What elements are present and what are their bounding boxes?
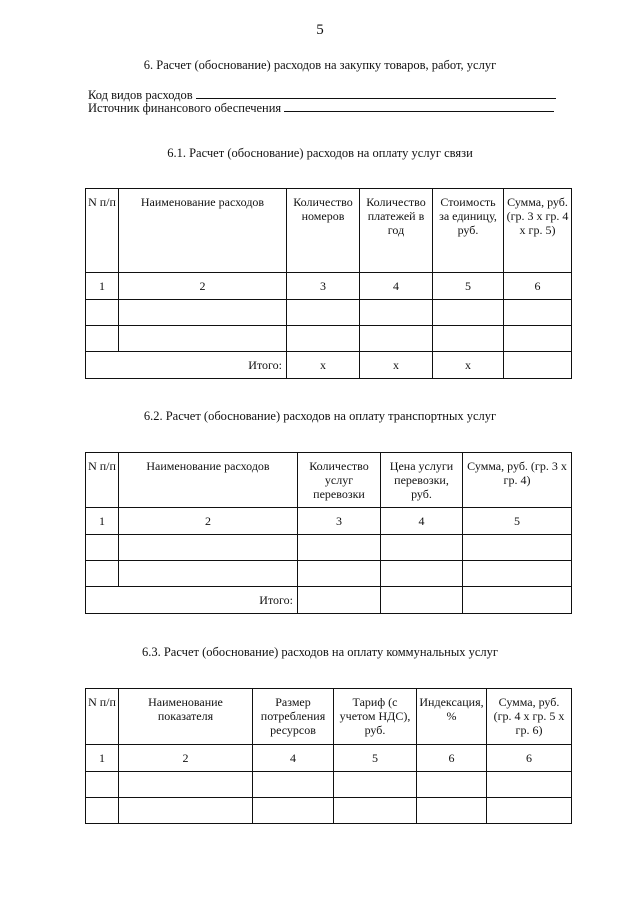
table-6-3-header-row <box>86 689 572 745</box>
table-6-2-total-row <box>86 587 572 614</box>
header-cell: Наименование показателя <box>119 689 253 745</box>
column-number: 1 <box>86 508 119 535</box>
column-number: 3 <box>298 508 381 535</box>
table-6-1-column-numbers-row <box>86 273 572 300</box>
column-number: 3 <box>287 273 360 300</box>
table-6-2-column-numbers-row <box>86 508 572 535</box>
column-number: 4 <box>381 508 463 535</box>
column-number: 5 <box>334 745 417 772</box>
column-number: 6 <box>504 273 572 300</box>
table-6-3-column-numbers-row <box>86 745 572 772</box>
table-6-3-title: 6.3. Расчет (обоснование) расходов на оплату коммунальных услуг <box>141 645 499 659</box>
header-cell: N п/п <box>86 189 119 273</box>
header-cell: Сумма, руб. (гр. 4 x гр. 5 x гр. 6) <box>487 689 572 745</box>
column-number: 6 <box>487 745 572 772</box>
total-mark: x <box>360 352 433 379</box>
column-number: 2 <box>119 745 253 772</box>
table-row <box>86 326 572 352</box>
total-label: Итого: <box>86 352 287 379</box>
table-row <box>86 300 572 326</box>
header-cell: Сумма, руб. (гр. 3 x гр. 4) <box>463 453 572 508</box>
column-number: 2 <box>119 273 287 300</box>
column-number: 1 <box>86 745 119 772</box>
total-mark: x <box>287 352 360 379</box>
funding-source-line <box>284 100 554 112</box>
column-number: 5 <box>433 273 504 300</box>
section-6-title: 6. Расчет (обоснование) расходов на закупку товаров, работ, услуг <box>143 58 497 72</box>
funding-source-field <box>88 100 554 116</box>
column-number: 1 <box>86 273 119 300</box>
header-cell: Тариф (с учетом НДС), руб. <box>334 689 417 745</box>
header-cell: Количество услуг перевозки <box>298 453 381 508</box>
expense-code-label: Код видов расходов <box>88 88 193 102</box>
header-cell: Сумма, руб. (гр. 3 x гр. 4 x гр. 5) <box>504 189 572 273</box>
header-cell: Количество номеров <box>287 189 360 273</box>
table-row <box>86 798 572 824</box>
column-number: 4 <box>253 745 334 772</box>
table-6-1-title: 6.1. Расчет (обоснование) расходов на оплату услуг связи <box>167 146 473 160</box>
total-mark: x <box>433 352 504 379</box>
expense-code-line <box>196 87 556 99</box>
header-cell: Количество платежей в год <box>360 189 433 273</box>
table-row <box>86 772 572 798</box>
table-6-2 <box>85 452 572 614</box>
page-number: 5 <box>316 22 324 38</box>
total-label: Итого: <box>86 587 298 614</box>
table-row <box>86 535 572 561</box>
header-cell: N п/п <box>86 689 119 745</box>
column-number: 2 <box>119 508 298 535</box>
header-cell: Наименование расходов <box>119 189 287 273</box>
column-number: 5 <box>463 508 572 535</box>
header-cell: Наименование расходов <box>119 453 298 508</box>
table-row <box>86 561 572 587</box>
table-6-1-total-row <box>86 352 572 379</box>
header-cell: Размер потребления ресурсов <box>253 689 334 745</box>
table-6-1 <box>85 188 572 379</box>
table-6-2-header-row <box>86 453 572 508</box>
funding-source-label: Источник финансового обеспечения <box>88 101 282 115</box>
column-number: 6 <box>417 745 487 772</box>
table-6-2-title: 6.2. Расчет (обоснование) расходов на оплату транспортных услуг <box>143 409 497 423</box>
header-cell: Стоимость за единицу, руб. <box>433 189 504 273</box>
table-6-1-header-row <box>86 189 572 273</box>
header-cell: Цена услуги перевозки, руб. <box>381 453 463 508</box>
header-cell: Индексация, % <box>417 689 487 745</box>
column-number: 4 <box>360 273 433 300</box>
table-6-3 <box>85 688 572 824</box>
header-cell: N п/п <box>86 453 119 508</box>
